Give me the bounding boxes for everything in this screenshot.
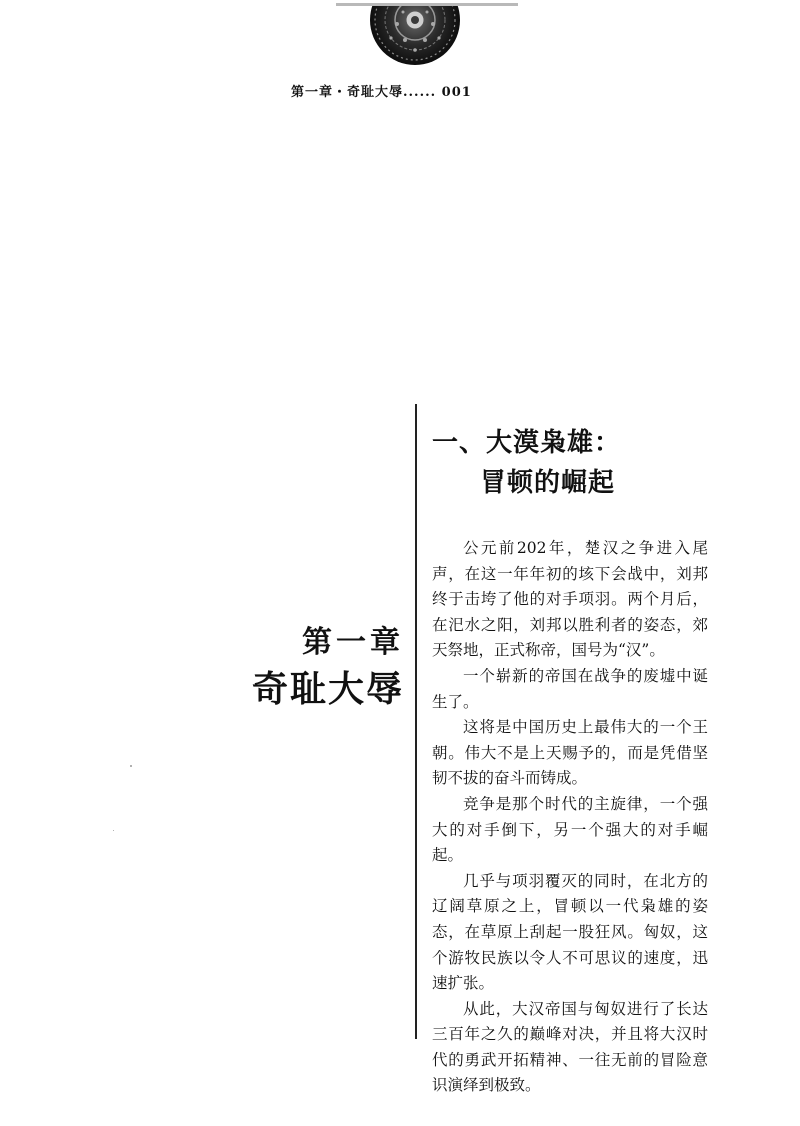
chapter-title: 奇耻大辱 bbox=[251, 668, 404, 710]
section-heading bbox=[432, 423, 772, 503]
chapter-number: 第一章 bbox=[302, 625, 404, 660]
running-header: 第一章・奇耻大辱...... 001 bbox=[291, 85, 472, 100]
scan-speck bbox=[130, 765, 132, 767]
section-heading-line1: 一、大漠枭雄： bbox=[432, 428, 622, 458]
body-text bbox=[432, 536, 708, 1099]
section-heading-line2: 冒顿的崛起 bbox=[480, 468, 616, 498]
paragraph: 几乎与项羽覆灭的同时，在北方的辽阔草原之上，冒顿以一代枭雄的姿态，在草原上刮起一股狂风。匈奴，这个游牧民族以令人不可思议的速度，迅速扩张。 bbox=[432, 871, 708, 993]
paragraph: 这将是中国历史上最伟大的一个王朝。伟大不是上天赐予的，而是凭借坚韧不拔的奋斗而铸成。 bbox=[432, 718, 708, 788]
vertical-divider bbox=[415, 404, 417, 1039]
paragraph: 竞争是那个时代的主旋律，一个强大的对手倒下，另一个强大的对手崛起。 bbox=[432, 794, 708, 865]
bronze-mirror-icon bbox=[369, 6, 461, 66]
paragraph: 一个崭新的帝国在战争的废墟中诞生了。 bbox=[432, 666, 708, 711]
paragraph: 从此，大汉帝国与匈奴进行了长达三百年之久的巅峰对决，并且将大汉时代的勇武开拓精神、一往无前的冒险意识演绎到极致。 bbox=[432, 999, 708, 1095]
scan-speck bbox=[113, 830, 114, 831]
chapter-heading bbox=[228, 622, 404, 714]
paragraph: 公元前202年，楚汉之争进入尾声，在这一年年初的垓下会战中，刘邦终于击垮了他的对手项羽。两个月后，在汜水之阳，刘邦以胜利者的姿态，郊天祭地，正式称帝，国号为“汉”。 bbox=[432, 539, 708, 660]
